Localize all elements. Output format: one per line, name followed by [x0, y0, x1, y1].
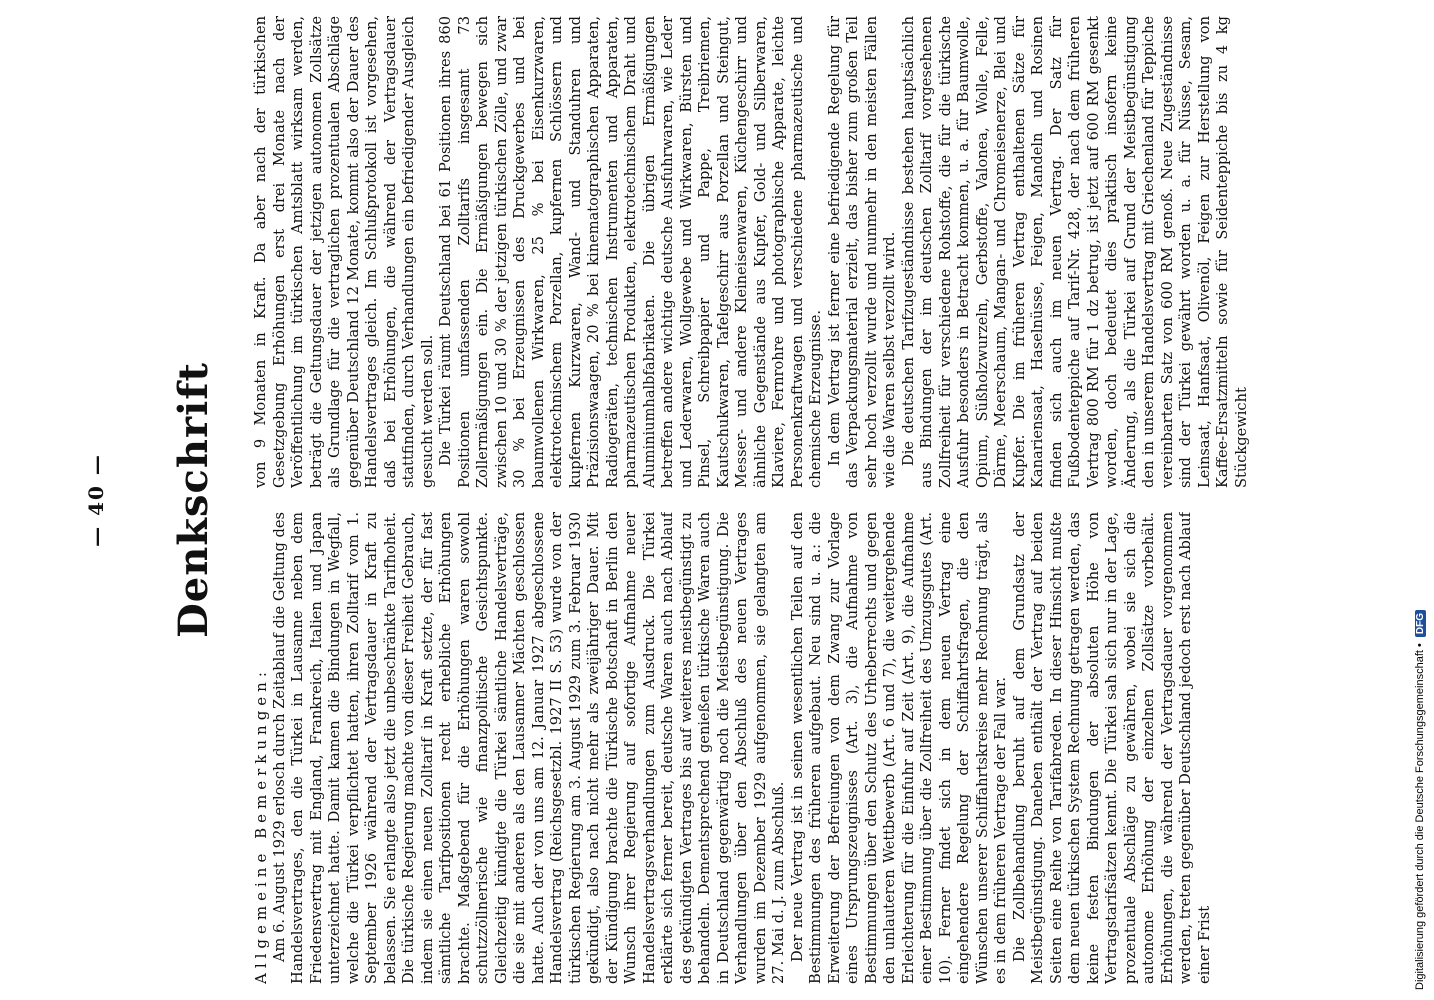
paragraph: Die Zollbehandlung beruht auf dem Grundsatz der Meistbegünstigung. Daneben enthält der Vertrag auf beiden Seiten eine Reihe von Tarifabreden. In dieser Hinsicht mußte dem neuen türkischen System Rechnung getragen werden, das keine festen Bindungen der absoluten Höhe von Vertragstarifsätzen kennt. Die Türkei sah sich nur in der Lage, prozentuale Abschläge zu gewähren, wobei sie sich die autonome Erhöhung der einzelnen Zollsätze vorbehält. Erhöhungen, die während der Vertragsdauer vorgenommen werden, treten gegenüber Deutschland jedoch erst nach Ablauf einer Frist [1010, 512, 1213, 984]
section-heading: Allgemeine Bemerkungen: [252, 667, 270, 984]
page-number: — 40 — [84, 453, 108, 547]
paragraph: Die Türkei räumt Deutschland bei 61 Positionen ihres 860 Positionen umfassenden Zolltarifs insgesamt 73 Zollermäßigungen ein. Die Ermäßigungen bewegen sich zwischen 10 und 30 % der jetzigen türkischen Zölle, und zwar 30 % bei Erzeugnissen des Druckgewerbes und bei baumwollenen Wirkwaren, 25 % bei Eisenkurzwaren, elektrotechnischem Porzellan, kupfernen Schlössern und kupfernen Kurzwaren, Wand- und Standuhren und Präzisionswaagen, 20 % bei kinematographischen Apparaten, Radiogeräten, technischen Instrumenten und Apparaten, pharmazeutischen Produkten, elektrotechnischem Draht und Aluminiumhalbfabrikaten. Die übrigen Ermäßigungen betreffen andere wichtige deutsche Ausfuhrwaren, wie Leder und Lederwaren, Wollgewebe und Wirkwaren, Bürsten und Pinsel, Schreibpapier und Pappe, Treibriemen, Kautschukwaren, Tafelgeschirr aus Porzellan und Steingut, Messer- und andere Kleineisenwaren, Küchengeschirr und ähnliche Gegenstände aus Kupfer, Gold- und Silberwaren, Klaviere, Fernrohre und photographische Apparate, leichte Personenkraftwagen und verschiedene pharmazeutische und chemische Erzeugnisse. [437, 16, 824, 488]
digitization-credit-text: Digitalisierung gefördert durch die Deutsche Forschungsgemeinschaft • [1414, 643, 1426, 990]
left-text-column [252, 512, 1342, 984]
dfg-logo: DFG [1415, 610, 1426, 637]
digitization-credit [1412, 0, 1428, 990]
paragraph: Am 6. August 1929 erlosch durch Zeitablauf die Geltung des Handelsvertrages, den die Türkei in Lausanne neben dem Friedensvertrag mit England, Frankreich, Italien und Japan unterzeichnet hatte. Damit kamen die Bindungen in Wegfall, welche die Türkei verpflichtet hatten, ihren Zolltarif vom 1. September 1926 während der Vertragsdauer in Kraft zu belassen. Sie erlangte also jetzt die unbeschränkte Tarifhoheit. Die türkische Regierung machte von dieser Freiheit Gebrauch, indem sie einen neuen Zolltarif in Kraft setzte, der für fast sämtliche Tarifpositionen recht erhebliche Erhöhungen brachte. Maßgebend für die Erhöhungen waren sowohl schutzzöllnerische wie finanzpolitische Gesichtspunkte. Gleichzeitig kündigte die Türkei sämtliche Handelsverträge, die sie mit anderen als den Lausanner Mächten geschlossen hatte. Auch der von uns am 12. Januar 1927 abgeschlossene Handelsvertrag (Reichsgesetzbl. 1927 II S. 53) wurde von der türkischen Regierung am 3. August 1929 zum 3. Februar 1930 gekündigt, also nach nicht mehr als zweijähriger Dauer. Mit der Kündigung brachte die Türkische Botschaft in Berlin den Wunsch ihrer Regierung auf sofortige Aufnahme neuer Handelsvertragsverhandlungen zum Ausdruck. Die Türkei erklärte sich ferner bereit, deutsche Waren auch nach Ablauf des gekündigten Vertrages bis auf weiteres meistbegünstigt zu behandeln. Dementsprechend genießen türkische Waren auch in Deutschland gegenwärtig noch die Meistbegünstigung. Die Verhandlungen über den Abschluß des neuen Vertrages wurden im Dezember 1929 aufgenommen, sie gelangten am 27. Mai d. J. zum Abschluß. [270, 512, 787, 984]
paragraph: Die deutschen Tarifzugeständnisse bestehen hauptsächlich aus Bindungen der im deutschen Zolltarif vorgesehenen Zollfreiheit für verschiedene Rohstoffe, die für die türkische Ausfuhr besonders in Betracht kommen, u. a. für Baumwolle, Opium, Süßholzwurzeln, Gerbstoffe, Valonea, Wolle, Felle, Därme, Meerschaum, Mangan- und Chromeisenerze, Blei und Kupfer. Die im früheren Vertrag enthaltenen Sätze für Kanariensaat, Haselnüsse, Feigen, Mandeln und Rosinen finden sich auch im neuen Vertrag. Der Satz für Fußbodenteppiche auf Tarif-Nr. 428, der nach dem früheren Vertrag 800 RM für 1 dz betrug, ist jetzt auf 600 RM gesenkt worden, doch bedeutet dies praktisch insofern keine Änderung, als die Türkei auf Grund der Meistbegünstigung den in unserem Handelsvertrag mit Griechenland für Teppiche vereinbarten Satz von 600 RM genoß. Neue Zugeständnisse sind der Türkei gewährt worden u. a. für Nüsse, Sesam, Leinsaat, Hanfsaat, Olivenöl, Feigen zur Herstellung von Kaffee-Ersatzmitteln sowie für Seidenteppiche bis zu 4 kg Stückgewicht [899, 16, 1250, 488]
page-title: Denkschrift [170, 362, 217, 638]
right-text-column [252, 16, 1342, 488]
paragraph: von 9 Monaten in Kraft. Da aber nach der türkischen Gesetzgebung Erhöhungen erst drei Monate nach der Veröffentlichung im türkischen Amtsblatt wirksam werden, beträgt die Geltungsdauer der jetzigen autonomen Zollsätze als Grundlage für die vertraglichen prozentualen Abschläge gegenüber Deutschland 12 Monate, kommt also der Dauer des Handelsvertrages gleich. Im Schlußprotokoll ist vorgesehen, daß bei Erhöhungen, die während der Vertragsdauer stattfinden, durch Verhandlungen ein befriedigender Ausgleich gesucht werden soll. [252, 16, 436, 488]
paragraph: Der neue Vertrag ist in seinen wesentlichen Teilen auf den Bestimmungen des früheren aufgebaut. Neu sind u. a.: die Erweiterung der Befreiungen von dem Zwang zur Vorlage eines Ursprungszeugnisses (Art. 3), die Aufnahme von Bestimmungen über den Schutz des Urheberrechts und gegen den unlauteren Wettbewerb (Art. 6 und 7), die weitergehende Erleichterung für die Einfuhr auf Zeit (Art. 9), die Aufnahme einer Bestimmung über die Zollfreiheit des Umzugsgutes (Art. 10). Ferner findet sich in dem neuen Vertrag eine eingehendere Regelung der Schiffahrtsfragen, die den Wünschen unserer Schiffahrtskreise mehr Rechnung trägt, als es in dem früheren Vertrage der Fall war. [788, 512, 1009, 984]
paragraph: In dem Vertrag ist ferner eine befriedigende Regelung für das Verpackungsmaterial erzielt, das bisher zum großen Teil sehr hoch verzollt wurde und nunmehr in den meisten Fällen wie die Waren selbst verzollt wird. [825, 16, 898, 488]
rotated-scanned-page [62, 0, 1362, 1000]
